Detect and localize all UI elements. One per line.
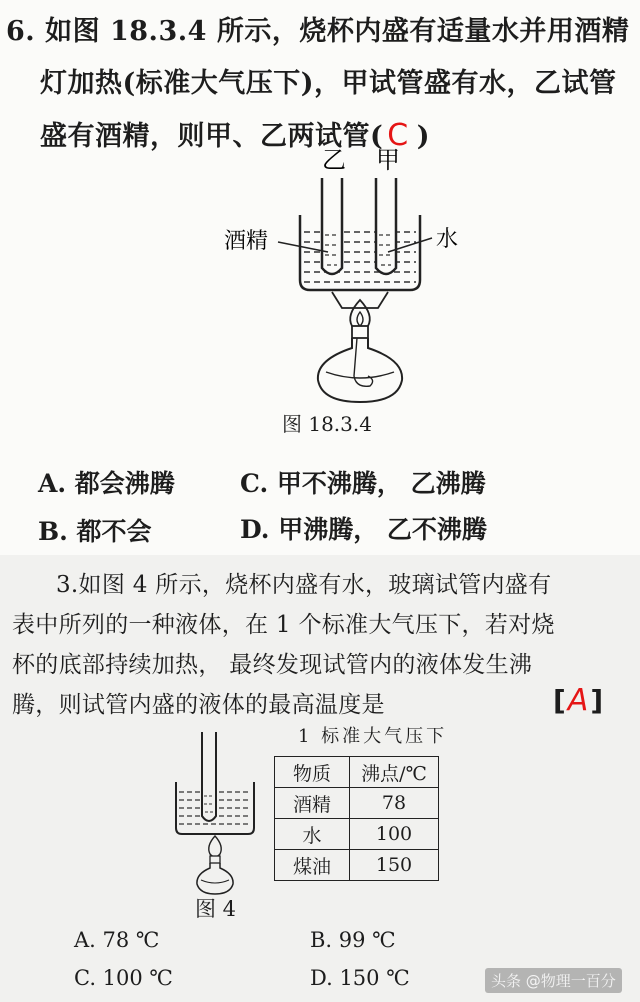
q6-line-2: 灯加热(标准大气压下)，甲试管盛有水，乙试管	[40, 68, 617, 99]
table-row	[275, 788, 439, 819]
table-title: 1 标准大气压下	[298, 726, 448, 747]
alcohol-lamp	[197, 863, 233, 894]
question-3-stem	[12, 565, 634, 725]
boiling-point-table	[274, 756, 439, 881]
q3-line-1: 3.如图 4 所示，烧杯内盛有水，玻璃试管内盛有	[56, 572, 552, 598]
table-cell: 水	[275, 819, 350, 850]
q3-answer-bracket	[553, 683, 603, 718]
lamp-cap	[210, 856, 220, 863]
q6-handwritten-answer: C	[387, 118, 409, 153]
test-tube-yi	[322, 178, 342, 274]
q3-option-b: B. 99 ℃	[310, 928, 396, 952]
test-tube	[202, 732, 216, 821]
table-cell: 78	[350, 788, 439, 819]
q3-line-2: 表中所列的一种液体，在 1 个标准大气压下，若对烧	[12, 612, 555, 638]
q3-option-a: A. 78 ℃	[74, 928, 160, 952]
q6-close-paren: )	[416, 121, 431, 152]
q3-handwritten-answer: A	[567, 683, 589, 718]
bracket-open: [	[553, 684, 566, 717]
watermark: 头条 @物理一百分	[485, 968, 622, 993]
q3-option-d: D. 150 ℃	[310, 966, 410, 990]
table-header-row	[275, 757, 439, 788]
label-alcohol: 酒精	[224, 229, 269, 254]
q6-line-3-text: 盛有酒精，则甲、乙两试管(	[40, 121, 384, 152]
q6-option-c: C. 甲不沸腾， 乙沸腾	[240, 469, 486, 498]
table-header: 沸点/℃	[350, 757, 439, 788]
flame	[209, 836, 221, 857]
q6-option-d: D. 甲沸腾， 乙不沸腾	[240, 515, 487, 544]
lamp-liquid-level	[201, 880, 229, 883]
q6-line-1: 6. 如图 18.3.4 所示，烧杯内盛有适量水并用酒精	[6, 16, 630, 47]
table-row	[275, 819, 439, 850]
table-cell: 150	[350, 850, 439, 881]
lamp-cap	[352, 326, 368, 338]
table-cell: 酒精	[275, 788, 350, 819]
table-header: 物质	[275, 757, 350, 788]
q3-option-c: C. 100 ℃	[74, 966, 173, 990]
lamp-wick	[354, 338, 373, 386]
q3-line-3: 杯的底部持续加热， 最终发现试管内的液体发生沸	[12, 652, 533, 678]
leader-alcohol	[278, 242, 328, 252]
lamp-liquid-level	[326, 372, 394, 378]
table-row	[275, 850, 439, 881]
alcohol-lamp	[318, 338, 402, 402]
figure-18-3-4-caption: 图 18.3.4	[282, 412, 372, 436]
label-jia: 甲	[376, 146, 400, 174]
table-cell: 煤油	[275, 850, 350, 881]
q6-option-b: B. 都不会	[38, 517, 152, 546]
label-yi: 乙	[322, 146, 346, 174]
figure-4	[170, 730, 260, 900]
test-tube-jia	[376, 178, 396, 274]
q6-option-a: A. 都会沸腾	[38, 469, 175, 498]
inner-flame	[357, 312, 363, 326]
bracket-close: ]	[590, 684, 604, 717]
table-cell: 100	[350, 819, 439, 850]
q3-line-4: 腾，则试管内盛的液体的最高温度是	[12, 692, 385, 718]
figure-18-3-4	[200, 140, 460, 440]
label-water: 水	[436, 227, 459, 252]
figure-4-caption: 图 4	[195, 897, 237, 921]
